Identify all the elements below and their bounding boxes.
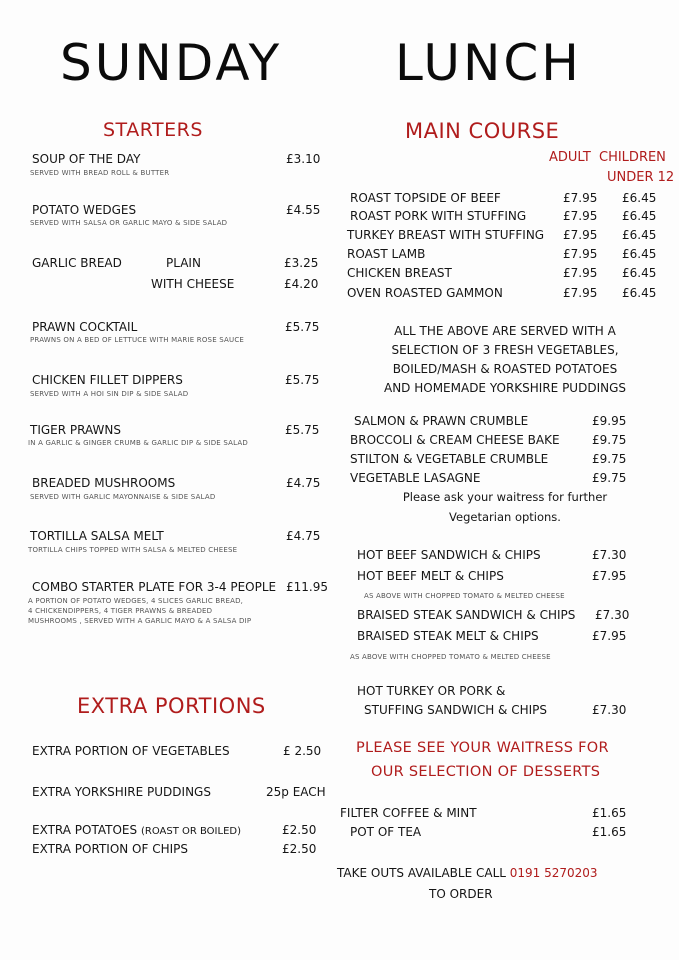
chicken-breast-adult: £7.95	[563, 266, 598, 280]
hot-turkey-line: STUFFING SANDWICH & CHIPS	[364, 703, 548, 717]
starter-dippers-desc: SERVED WITH A HOI SIN DIP & SIDE SALAD	[30, 390, 189, 398]
stilton-crumble-price: £9.75	[592, 452, 627, 466]
combo-name: COMBO STARTER PLATE FOR 3-4 PEOPLE	[32, 580, 277, 594]
garlic-bread-cheese-label: WITH CHEESE	[151, 277, 235, 291]
starter-prawn-cocktail-name: PRAWN COCKTAIL	[32, 320, 138, 334]
starter-prawn-cocktail-desc: PRAWNS ON A BED OF LETTUCE WITH MARIE ROSE SAUCE	[30, 336, 245, 344]
starter-soup-desc: SERVED WITH BREAD ROLL & BUTTER	[30, 169, 170, 177]
combo-desc-line: 4 CHICKENDIPPERS, 4 TIGER PRAWNS & BREADED	[28, 607, 213, 615]
combo-desc-line: A PORTION OF POTATO WEDGES, 4 SLICES GARLIC BREAD,	[28, 597, 244, 605]
title-lunch: LUNCH	[395, 34, 582, 92]
served-with-line: AND HOMEMADE YORKSHIRE PUDDINGS	[383, 381, 626, 395]
served-with-line: BOILED/MASH & ROASTED POTATOES	[392, 362, 618, 376]
title-sunday: SUNDAY	[60, 34, 283, 92]
extra-chips-name: EXTRA PORTION OF CHIPS	[32, 842, 189, 856]
extra-yorkshire-price: 25p EACH	[266, 785, 326, 799]
phone-number: 0191 5270203	[509, 866, 598, 880]
hot-beef-melt-price: £7.95	[592, 569, 627, 583]
col-under-12: UNDER 12	[607, 170, 675, 185]
col-adult: ADULT	[549, 150, 591, 165]
starter-dippers-price: £5.75	[285, 373, 320, 387]
served-with-line: ALL THE ABOVE ARE SERVED WITH A	[394, 324, 616, 338]
pot-of-tea-price: £1.65	[592, 825, 627, 839]
melt-note: AS ABOVE WITH CHOPPED TOMATO & MELTED CHEESE	[364, 592, 565, 600]
hot-turkey-line: HOT TURKEY OR PORK &	[357, 684, 506, 698]
desserts-line: OUR SELECTION OF DESSERTS	[371, 764, 601, 780]
braised-steak-melt-name: BRAISED STEAK MELT & CHIPS	[357, 629, 539, 643]
garlic-bread-plain-label: PLAIN	[166, 256, 201, 270]
roast-beef-child: £6.45	[622, 191, 657, 205]
combo-desc-line: MUSHROOMS , SERVED WITH A GARLIC MAYO & A SALSA DIP	[28, 617, 252, 625]
starter-mushrooms-price: £4.75	[286, 476, 321, 490]
starter-prawn-cocktail-price: £5.75	[285, 320, 320, 334]
broccoli-bake-price: £9.75	[592, 433, 627, 447]
hot-turkey-price: £7.30	[592, 703, 627, 717]
filter-coffee-name: FILTER COFFEE & MINT	[340, 806, 477, 820]
starter-tortilla-price: £4.75	[286, 529, 321, 543]
extra-potatoes-price: £2.50	[282, 823, 317, 837]
hot-beef-melt-name: HOT BEEF MELT & CHIPS	[357, 569, 504, 583]
roast-lamb-name: ROAST LAMB	[347, 247, 426, 261]
turkey-breast-adult: £7.95	[563, 228, 598, 242]
starter-mushrooms-name: BREADED MUSHROOMS	[32, 476, 176, 490]
melt-note: AS ABOVE WITH CHOPPED TOMATO & MELTED CHEESE	[350, 653, 551, 661]
braised-steak-melt-price: £7.95	[592, 629, 627, 643]
gammon-adult: £7.95	[563, 286, 598, 300]
starter-wedges-price: £4.55	[286, 203, 321, 217]
extra-potatoes-label: EXTRA POTATOES	[32, 823, 138, 837]
turkey-breast-name: TURKEY BREAST WITH STUFFING	[347, 228, 545, 242]
starter-tiger-prawns-desc: IN A GARLIC & GINGER CRUMB & GARLIC DIP & SIDE SALAD	[28, 439, 248, 447]
roast-pork-child: £6.45	[622, 209, 657, 223]
starter-dippers-name: CHICKEN FILLET DIPPERS	[32, 373, 183, 387]
roast-pork-name: ROAST PORK WITH STUFFING	[350, 209, 527, 223]
veg-lasagne-name: VEGETABLE LASAGNE	[350, 471, 481, 485]
stilton-crumble-name: STILTON & VEGETABLE CRUMBLE	[350, 452, 549, 466]
garlic-bread-plain-price: £3.25	[284, 256, 319, 270]
extra-veg-price: £ 2.50	[283, 744, 322, 758]
chicken-breast-child: £6.45	[622, 266, 657, 280]
garlic-bread-name: GARLIC BREAD	[32, 256, 122, 270]
starter-soup-name: SOUP OF THE DAY	[32, 152, 141, 166]
starter-mushrooms-desc: SERVED WITH GARLIC MAYONNAISE & SIDE SALAD	[30, 493, 216, 501]
braised-steak-sandwich-price: £7.30	[595, 608, 630, 622]
roast-beef-name: ROAST TOPSIDE OF BEEF	[350, 191, 501, 205]
combo-price: £11.95	[286, 580, 328, 594]
veg-lasagne-price: £9.75	[592, 471, 627, 485]
starter-tortilla-name: TORTILLA SALSA MELT	[30, 529, 164, 543]
starter-wedges-desc: SERVED WITH SALSA OR GARLIC MAYO & SIDE SALAD	[30, 219, 228, 227]
pot-of-tea-name: POT OF TEA	[350, 825, 422, 839]
chicken-breast-name: CHICKEN BREAST	[347, 266, 452, 280]
veg-note-line: Please ask your waitress for further	[402, 490, 608, 504]
to-order: TO ORDER	[429, 887, 493, 901]
extra-heading: EXTRA PORTIONS	[77, 694, 266, 718]
starter-tortilla-desc: TORTILLA CHIPS TOPPED WITH SALSA & MELTED CHEESE	[28, 546, 238, 554]
salmon-crumble-name: SALMON & PRAWN CRUMBLE	[354, 414, 529, 428]
served-with-line: SELECTION OF 3 FRESH VEGETABLES,	[391, 343, 619, 357]
starter-wedges-name: POTATO WEDGES	[32, 203, 137, 217]
roast-lamb-adult: £7.95	[563, 247, 598, 261]
hot-beef-sandwich-name: HOT BEEF SANDWICH & CHIPS	[357, 548, 541, 562]
braised-steak-sandwich-name: BRAISED STEAK SANDWICH & CHIPS	[357, 608, 576, 622]
starter-soup-price: £3.10	[286, 152, 321, 166]
takeout-text: TAKE OUTS AVAILABLE CALL	[337, 866, 506, 880]
extra-yorkshire-name: EXTRA YORKSHIRE PUDDINGS	[32, 785, 211, 799]
broccoli-bake-name: BROCCOLI & CREAM CHEESE BAKE	[350, 433, 560, 447]
roast-lamb-child: £6.45	[622, 247, 657, 261]
turkey-breast-child: £6.45	[622, 228, 657, 242]
garlic-bread-cheese-price: £4.20	[284, 277, 319, 291]
gammon-name: OVEN ROASTED GAMMON	[347, 286, 503, 300]
gammon-child: £6.45	[622, 286, 657, 300]
starter-tiger-prawns-name: TIGER PRAWNS	[30, 423, 122, 437]
starters-heading: STARTERS	[103, 119, 203, 141]
col-children: CHILDREN	[599, 150, 666, 165]
starter-tiger-prawns-price: £5.75	[285, 423, 320, 437]
takeout-line	[337, 866, 598, 880]
extra-veg-name: EXTRA PORTION OF VEGETABLES	[32, 744, 230, 758]
salmon-crumble-price: £9.95	[592, 414, 627, 428]
filter-coffee-price: £1.65	[592, 806, 627, 820]
extra-chips-price: £2.50	[282, 842, 317, 856]
desserts-line: PLEASE SEE YOUR WAITRESS FOR	[356, 740, 609, 756]
hot-beef-sandwich-price: £7.30	[592, 548, 627, 562]
veg-note-line: Vegetarian options.	[449, 510, 561, 524]
extra-potatoes-name	[32, 823, 241, 837]
main-heading: MAIN COURSE	[405, 119, 560, 143]
extra-potatoes-note: (ROAST OR BOILED)	[140, 826, 241, 837]
roast-beef-adult: £7.95	[563, 191, 598, 205]
roast-pork-adult: £7.95	[563, 209, 598, 223]
